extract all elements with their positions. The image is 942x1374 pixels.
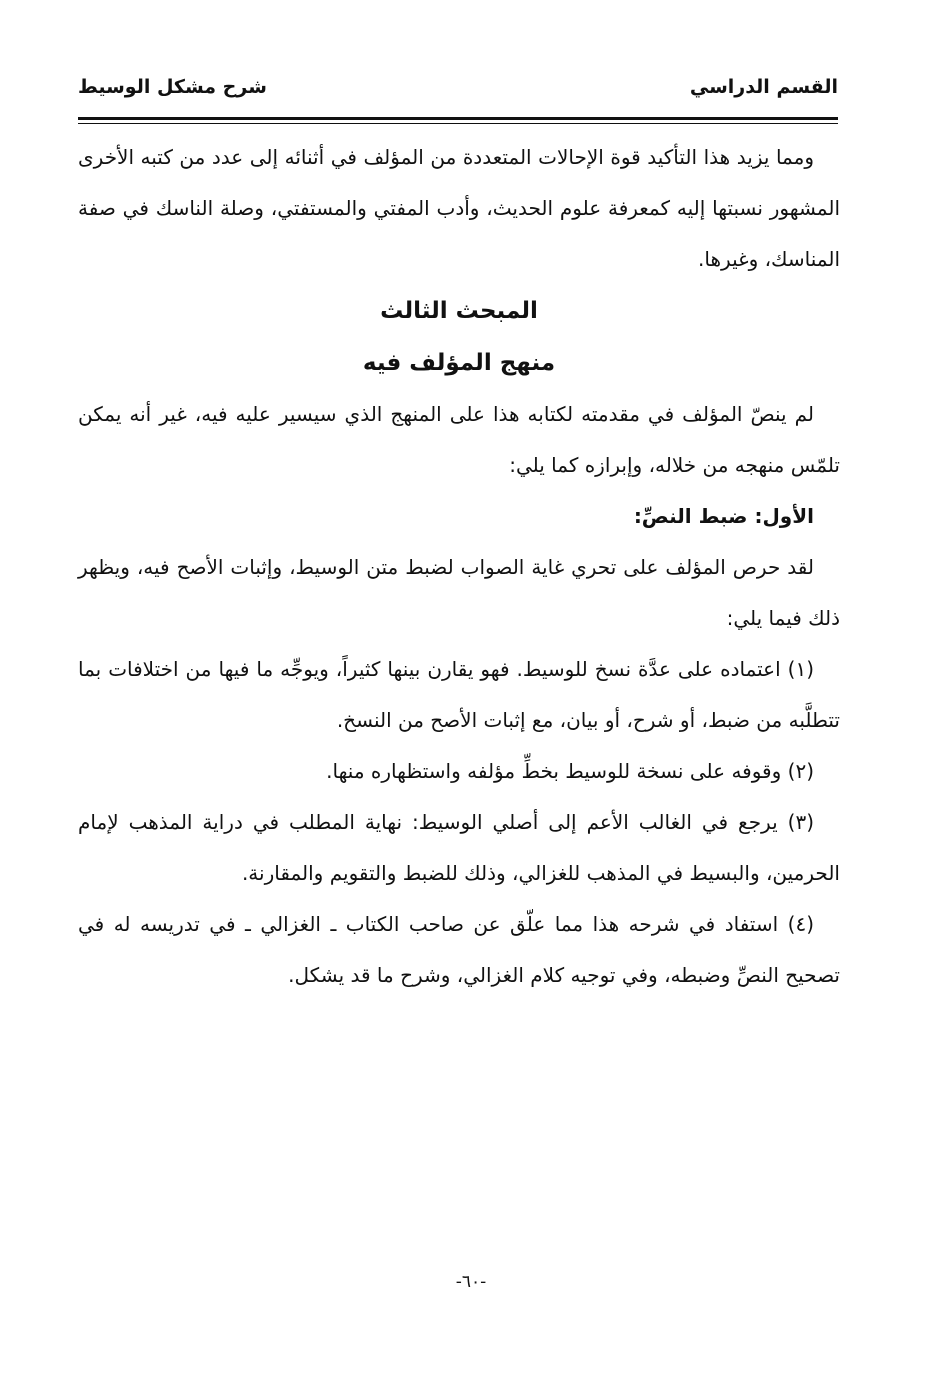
section-title: القسم الدراسي [689,76,838,98]
paragraph-intro: ومما يزيد هذا التأكيد قوة الإحالات المتعددة من المؤلف في أثنائه إلى عدد من كتبه الأخرى المشهور نسبتها إليه كمعرفة علوم الحديث، وأدب المفتي والمستفتي، وصلة الناسك في صفة المناسك، وغيرها. [78,145,840,271]
header-rule-thick [78,117,838,120]
paragraph-text-control: لقد حرص المؤلف على تحري غاية الصواب لضبط متن الوسيط، وإثبات الأصح فيه، ويظهر ذلك فيما يلي: [78,555,840,630]
running-header [78,72,838,112]
list-item-1: (١) اعتماده على عدَّة نسخ للوسيط. فهو يقارن بينها كثيراً، ويوجِّه ما فيها من اختلافات بما تتطلَّبه من ضبط، أو شرح، أو بيان، مع إثبات الأصح من النسخ. [78,657,840,732]
section-heading-text-control: الأول: ضبط النصِّ: [633,504,814,528]
list-item-4: (٤) استفاد في شرحه هذا مما علّق عن صاحب الكتاب ـ الغزالي ـ في تدريسه له في تصحيح النصِّ وضبطه، وفي توجيه كلام الغزالي، وشرح ما قد يشكل. [78,912,840,987]
chapter-heading: المبحث الثالث [380,298,538,324]
list-item-2: (٢) وقوفه على نسخة للوسيط بخطِّ مؤلفه واستظهاره منها. [326,759,814,783]
header-rule-thin [78,123,838,124]
chapter-subheading: منهج المؤلف فيه [362,350,556,376]
list-item-3: (٣) يرجع في الغالب الأعم إلى أصلي الوسيط: نهاية المطلب في دراية المذهب لإمام الحرمين، والبسيط في المذهب للغزالي، وذلك للضبط والتقويم والمقارنة. [78,810,840,885]
page-number: -٦٠- [455,1272,487,1292]
body-text [78,132,840,1001]
paragraph-method: لم ينصّ المؤلف في مقدمته لكتابه هذا على المنهج الذي سيسير عليه فيه، غير أنه يمكن تلمّس منهجه من خلاله، وإبرازه كما يلي: [78,402,840,477]
book-title: شرح مشكل الوسيط [78,76,267,98]
